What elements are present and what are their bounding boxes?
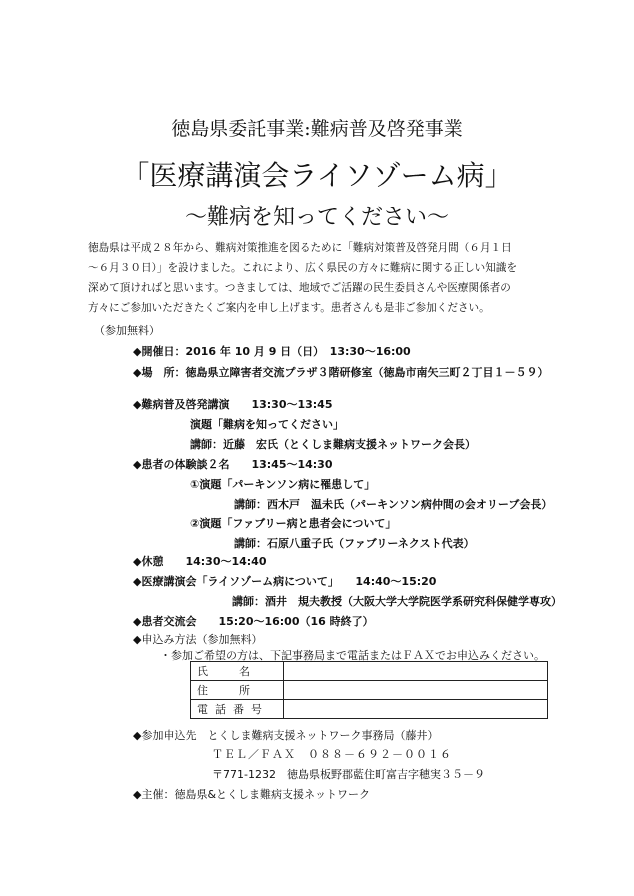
event-venue: ◆場 所：徳島県立障害者交流プラザ３階研修室（徳島市南矢三町２丁目１－５９） [133,366,549,379]
name-field[interactable] [284,662,548,681]
organizer: ◆主催：徳島県&とくしま難病支援ネットワーク [133,788,371,801]
form-row-name [191,662,548,681]
lecture1-heading: ◆難病普及啓発講演 13:30〜13:45 [133,398,333,411]
intro-line: 深めて頂ければと思います。つきましては、地域でご活躍の民生委員さんや医療関係者の [88,282,511,294]
talk1-topic: ①演題「パーキンソン病に罹患して」 [190,478,376,491]
patient-exchange: ◆患者交流会 15:20〜16:00（16 時終了） [133,615,374,628]
intro-line: 〜６月３０日）」を設けました。これにより、広く県民の方々に難病に関する正しい知識を [88,262,518,274]
free-note: （参加無料） [94,324,160,337]
name-label: 氏 名 [191,662,284,681]
lecture2-heading: ◆医療講演会「ライソゾーム病について」 14:40〜15:20 [133,575,437,588]
event-date: ◆開催日：2016 年 10 月 9 日（日） 13:30〜16:00 [133,345,411,358]
event-title: 「医療講演会ライソゾーム病」 [121,159,513,192]
intro-line: 方々にご参加いただきたくご案内を申し上げます。患者さんも是非ご参加ください。 [88,302,490,314]
break-time: ◆休憩 14:30〜14:40 [133,555,267,568]
lecture2-speaker: 講師：酒井 規夫教授（大阪大学大学院医学系研究科保健学専攻） [232,595,562,608]
contact-telfax: ＴＥＬ／ＦＡＸ ０８８－６９２－００１６ [212,748,452,761]
event-tagline: 〜難病を知ってください〜 [184,205,449,230]
lecture1-speaker: 講師：近藤 宏氏（とくしま難病支援ネットワーク会長） [190,438,476,451]
intro-line: 徳島県は平成２８年から、難病対策推進を図るために「難病対策普及啓発月間（６月１日 [88,242,512,254]
talk1-speaker: 講師：西木戸 温未氏（パーキンソン病仲間の会オリーブ会長） [234,498,553,511]
phone-label: 電話番号 [191,700,284,719]
contact-address: 〒771-1232 徳島県板野郡藍住町富吉字穂実３５－９ [212,768,485,781]
intro-paragraph [88,238,548,318]
patient-talks-heading: ◆患者の体験談２名 13:45〜14:30 [133,458,333,471]
form-row-address [191,681,548,700]
lecture1-topic: 演題「難病を知ってください」 [190,418,344,431]
apply-method: ◆申込み方法（参加無料） [133,633,263,646]
address-field[interactable] [284,681,548,700]
talk2-speaker: 講師：石原八重子氏（ファブリーネクスト代表） [234,537,475,550]
address-label: 住 所 [191,681,284,700]
apply-note: ・参加ご希望の方は、下記事務局まで電話またはＦＡＸでお申込みください。 [160,649,545,662]
contact-org: ◆参加申込先 とくしま難病支援ネットワーク事務局（藤井） [133,729,439,742]
form-row-phone [191,700,548,719]
phone-field[interactable] [284,700,548,719]
event-subtitle: 徳島県委託事業:難病普及啓発事業 [171,118,463,140]
talk2-topic: ②演題「ファブリー病と患者会について」 [190,517,397,530]
application-form [190,661,548,719]
